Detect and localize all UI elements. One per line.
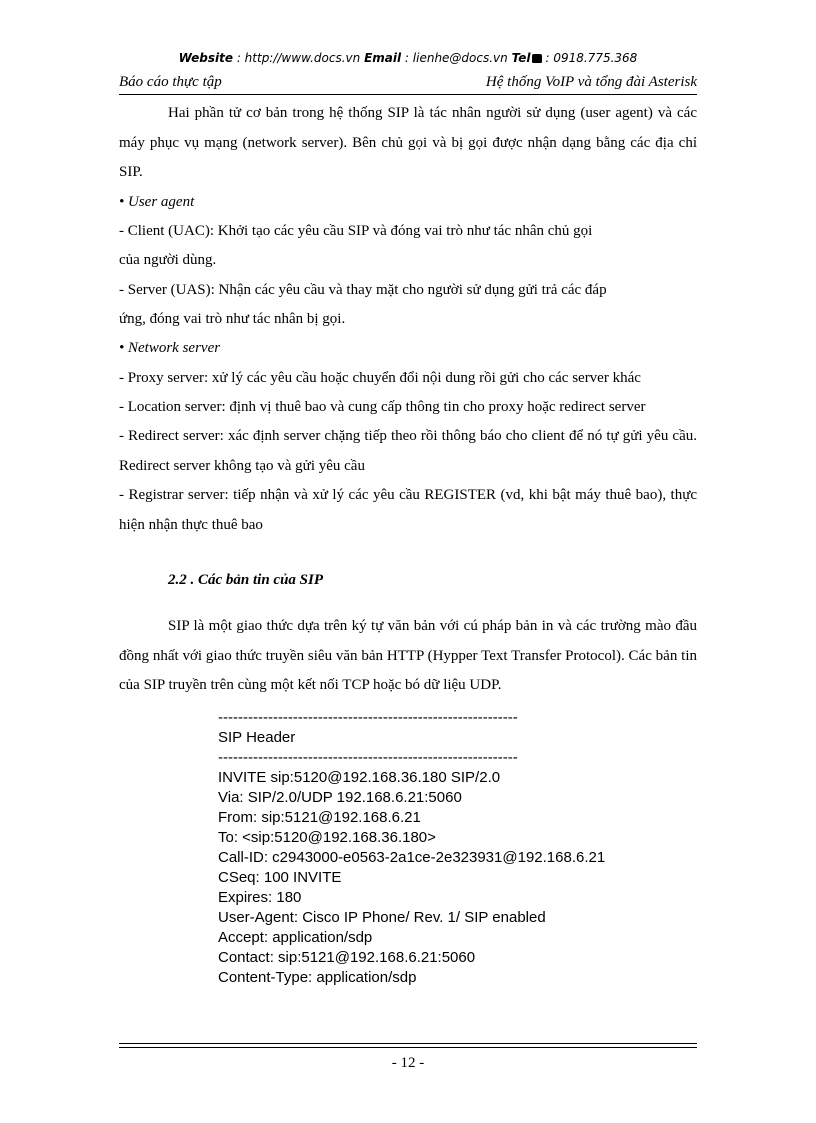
tel-label: Tel bbox=[511, 51, 531, 65]
header-line: INVITE sip:5120@192.168.36.180 SIP/2.0 bbox=[218, 769, 501, 786]
uas-line-2: ứng, đóng vai trò như tác nhân bị gọi. bbox=[119, 311, 346, 327]
location-server-line: - Location server: định vị thuê bao và cung cấp thông tin cho proxy hoặc redirect server bbox=[119, 399, 646, 415]
header-line: Accept: application/sdp bbox=[218, 929, 373, 946]
tel-number: : 0918.775.368 bbox=[545, 51, 638, 65]
section-heading: 2.2 . Các bản tin của SIP bbox=[168, 572, 324, 588]
phone-icon bbox=[532, 54, 542, 63]
divider-line: ------------------------------------------------------------ bbox=[218, 749, 518, 766]
header-line: To: <sip:5120@192.168.36.180> bbox=[218, 829, 436, 846]
site-contact-header bbox=[0, 51, 816, 65]
header-line: User-Agent: Cisco IP Phone/ Rev. 1/ SIP enabled bbox=[218, 909, 546, 926]
user-agent-heading: • User agent bbox=[119, 194, 195, 210]
header-line: Contact: sip:5121@192.168.6.21:5060 bbox=[218, 949, 476, 966]
email-address[interactable]: : lienhe@docs.vn bbox=[401, 51, 512, 65]
network-server-heading: • Network server bbox=[119, 340, 221, 356]
header-line: Call-ID: c2943000-e0563-2a1ce-2e323931@192.168.6.21 bbox=[218, 849, 606, 866]
divider-line: ------------------------------------------------------------ bbox=[218, 709, 518, 726]
sip-paragraph: SIP là một giao thức dựa trên ký tự văn bản với cú pháp bản in và các trường mào đầu đồng nhất với giao thức truyền siêu văn bản HTTP (Hypper Text Transfer Protocol). Các bản tin của SIP truyền trên cùng một kết nối TCP hoặc bó dữ liệu UDP. bbox=[119, 618, 697, 693]
page-number: - 12 - bbox=[391, 1055, 425, 1071]
document-title: Hệ thống VoIP và tổng đài Asterisk bbox=[485, 74, 697, 90]
header-line: Via: SIP/2.0/UDP 192.168.6.21:5060 bbox=[218, 789, 462, 806]
email-label: Email bbox=[364, 51, 402, 65]
uac-line-2: của người dùng. bbox=[119, 252, 217, 268]
header-line: Content-Type: application/sdp bbox=[218, 969, 417, 986]
sip-header-title: SIP Header bbox=[218, 729, 296, 746]
header-line: From: sip:5121@192.168.6.21 bbox=[218, 809, 421, 826]
footer-rule bbox=[119, 1043, 697, 1048]
website-url[interactable]: : http://www.docs.vn bbox=[233, 51, 365, 65]
proxy-server-line: - Proxy server: xử lý các yêu cầu hoặc chuyển đổi nội dung rồi gửi cho các server khác bbox=[119, 370, 641, 386]
redirect-server-paragraph: - Redirect server: xác định server chặng tiếp theo rồi thông báo cho client để nó tự gửi yêu cầu. Redirect server không tạo và gửi yêu cầu bbox=[119, 428, 697, 474]
website-label: Website bbox=[178, 51, 233, 65]
header-line: Expires: 180 bbox=[218, 889, 302, 906]
uas-line-1: - Server (UAS): Nhận các yêu cầu và thay mặt cho người sử dụng gửi trả các đáp bbox=[119, 282, 607, 298]
uac-line-1: - Client (UAC): Khởi tạo các yêu cầu SIP và đóng vai trò như tác nhân chủ gọi bbox=[119, 223, 593, 239]
registrar-server-paragraph: - Registrar server: tiếp nhận và xử lý các yêu cầu REGISTER (vd, khi bật máy thuê bao), thực hiện nhận thực thuê bao bbox=[119, 487, 697, 533]
report-title: Báo cáo thực tập bbox=[119, 74, 222, 90]
intro-paragraph: Hai phần tử cơ bản trong hệ thống SIP là tác nhân người sử dụng (user agent) và các máy phục vụ mạng (network server). Bên chủ gọi và bị gọi được nhận dạng bằng các địa chỉ SIP. bbox=[119, 105, 697, 180]
running-header bbox=[119, 72, 697, 95]
sip-header-block bbox=[218, 708, 605, 988]
header-line: CSeq: 100 INVITE bbox=[218, 869, 342, 886]
